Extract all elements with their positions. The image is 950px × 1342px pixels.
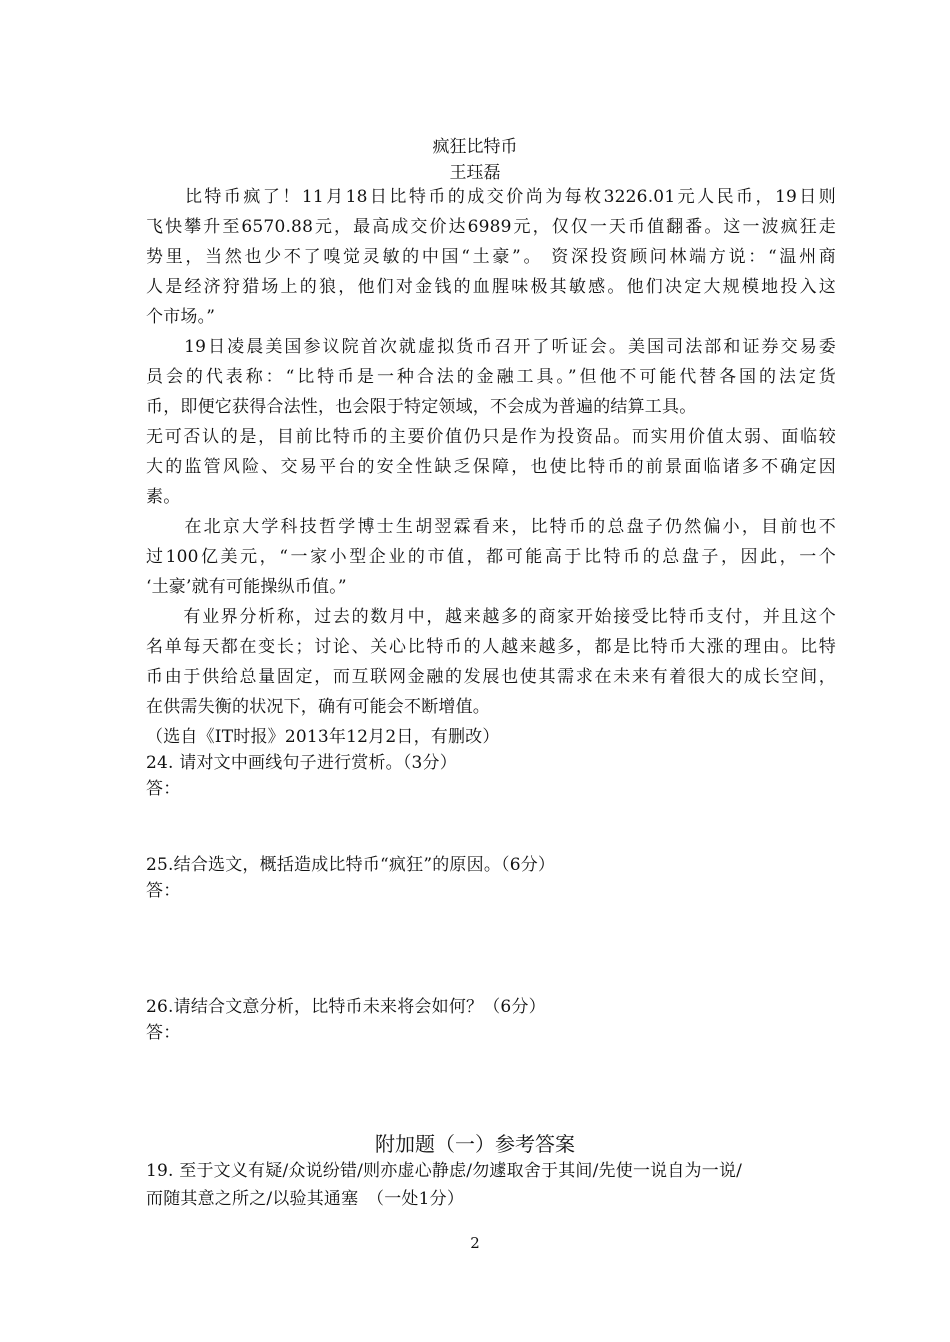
article-author: 王珏磊: [449, 163, 501, 183]
paragraph-line: 过100亿美元，“一家小型企业的市值，都可能高于比特币的总盘子，因此，一个: [146, 547, 836, 567]
answer-label-26: 答：: [146, 1023, 181, 1043]
answer-line: 19. 至于文义有疑/众说纷错/则亦虚心静虑/勿遽取舍于其间/先使一说自为一说/: [146, 1161, 743, 1181]
article-source: （选自《IT时报》2013年12月2日，有删改）: [146, 727, 500, 747]
paragraph-line: ‘土豪’就有可能操纵币值。”: [146, 577, 347, 597]
paragraph-line: 19日凌晨美国参议院首次就虚拟货币召开了听证会。美国司法部和证券交易委: [146, 337, 836, 357]
answer-label-25: 答：: [146, 881, 181, 901]
question-24: 24. 请对文中画线句子进行赏析。（3分）: [146, 753, 457, 773]
paragraph-line: 势里，当然也少不了嗅觉灵敏的中国“土豪”。 资深投资顾问林端方说：“温州商: [146, 247, 836, 267]
paragraph-line: 人是经济狩猎场上的狼，他们对金钱的血腥味极其敏感。他们决定大规模地投入这: [146, 277, 836, 297]
paragraph-line: 在供需失衡的状况下，确有可能会不断增值。: [146, 697, 490, 717]
paragraph-line: 有业界分析称，过去的数月中，越来越多的商家开始接受比特币支付，并且这个: [146, 607, 836, 627]
paragraph-line: 飞快攀升至6570.88元，最高成交价达6989元，仅仅一天币值翻番。这一波疯狂走: [146, 217, 836, 237]
page-number: 2: [470, 1234, 480, 1252]
answer-line: 而随其意之所之/以验其通塞 （一处1分）: [146, 1189, 465, 1209]
paragraph-line: 个市场。”: [146, 307, 216, 327]
question-26: 26.请结合文意分析，比特币未来将会如何？（6分）: [146, 997, 546, 1017]
paragraph-line: 比特币疯了！11月18日比特币的成交价尚为每枚3226.01元人民币，19日则: [146, 187, 836, 207]
paragraph-line: 无可否认的是，目前比特币的主要价值仍只是作为投资品。而实用价值太弱、面临较: [146, 427, 836, 447]
paragraph-line: 在北京大学科技哲学博士生胡翌霖看来，比特币的总盘子仍然偏小，目前也不: [146, 517, 836, 537]
question-25: 25.结合选文，概括造成比特币“疯狂”的原因。（6分）: [146, 855, 556, 875]
paragraph-line: 名单每天都在变长；讨论、关心比特币的人越来越多，都是比特币大涨的理由。比特: [146, 637, 836, 657]
paragraph-line: 员会的代表称：“比特币是一种合法的金融工具。”但他不可能代替各国的法定货: [146, 367, 836, 387]
paragraph-line: 币，即便它获得合法性，也会限于特定领域，不会成为普遍的结算工具。: [146, 397, 697, 417]
paragraph-line: 币由于供给总量固定，而互联网金融的发展也使其需求在未来有着很大的成长空间，: [146, 667, 836, 687]
answers-heading: 附加题（一）参考答案: [375, 1132, 575, 1156]
article-title: 疯狂比特币: [432, 137, 518, 157]
answer-label-24: 答：: [146, 779, 181, 799]
paragraph-line: 素。: [146, 487, 181, 507]
paragraph-line: 大的监管风险、交易平台的安全性缺乏保障，也使比特币的前景面临诸多不确定因: [146, 457, 836, 477]
